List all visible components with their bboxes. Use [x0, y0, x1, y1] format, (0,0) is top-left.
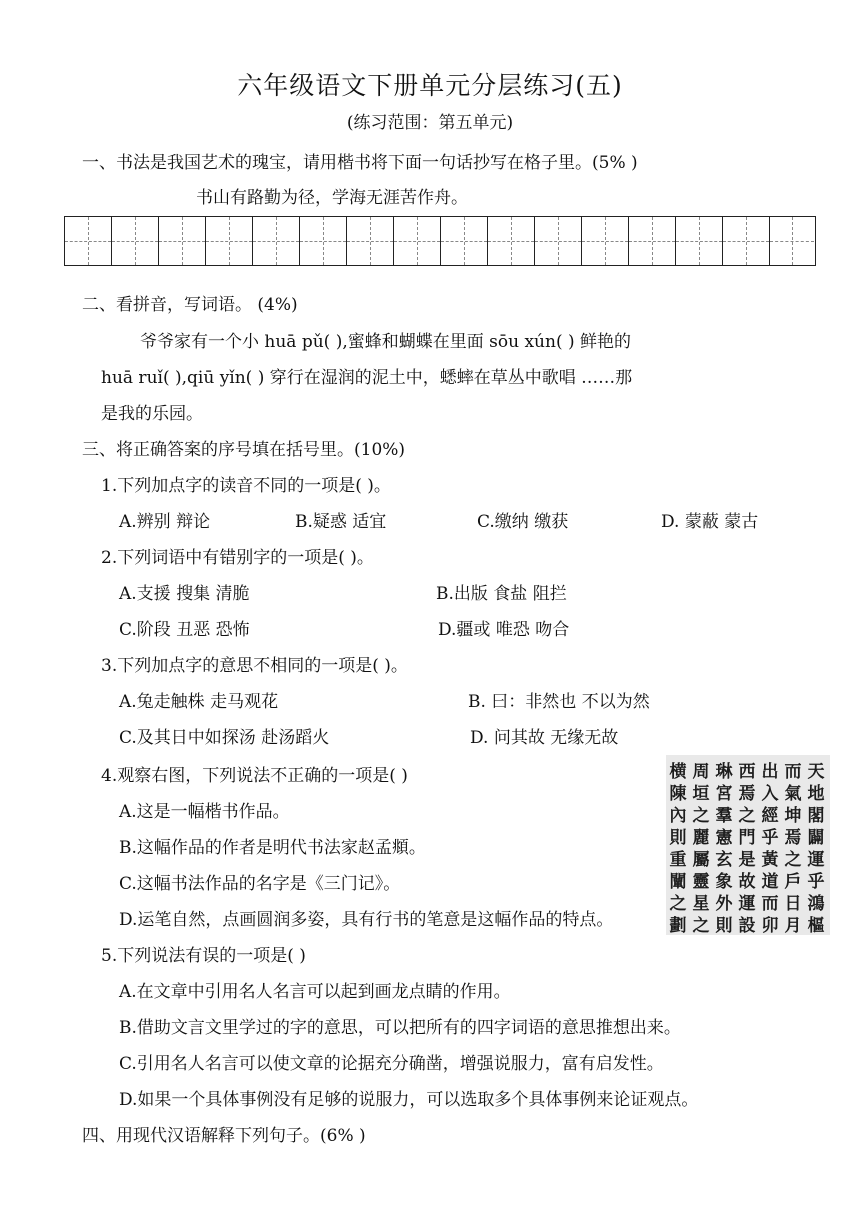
q3-item2-option-b: B.出版 食盐 阻拦 [436, 584, 567, 604]
q3-item4-stem: 4.观察右图，下列说法不正确的一项是( ) [101, 766, 408, 786]
q3-item1-option-c: C.缴纳 缴获 [477, 512, 569, 532]
page-subtitle: (练习范围：第五单元) [346, 113, 514, 133]
grid-cell[interactable] [206, 217, 253, 265]
grid-cell[interactable] [582, 217, 629, 265]
q3-item3-option-a: A.兔走触株 走马观花 [119, 692, 279, 712]
grid-cell[interactable] [253, 217, 300, 265]
q3-item2-stem: 2.下列词语中有错别字的一项是( )。 [101, 548, 374, 568]
page-title: 六年级语文下册单元分层练习(五) [237, 71, 623, 100]
q3-item3-option-c: C.及其日中如探汤 赴汤蹈火 [119, 728, 330, 748]
q3-item1-stem: 1.下列加点字的读音不同的一项是( )。 [101, 476, 391, 496]
grid-cell[interactable] [347, 217, 394, 265]
q2-heading: 二、看拼音，写词语。 (4%) [82, 295, 298, 315]
q1-heading: 一、书法是我国艺术的瑰宝，请用楷书将下面一句话抄写在格子里。(5% ) [82, 153, 638, 173]
q2-line2: huā ruǐ( ),qiū yǐn( ) 穿行在湿润的泥土中，蟋蟀在草丛中歌唱 ……那 [101, 368, 633, 388]
grid-cell[interactable] [535, 217, 582, 265]
grid-cell[interactable] [488, 217, 535, 265]
grid-cell[interactable] [629, 217, 676, 265]
q3-item4-option-d: D.运笔自然，点画圆润多姿，具有行书的笔意是这幅作品的特点。 [119, 910, 614, 930]
q1-sentence: 书山有路勤为径，学海无涯苦作舟。 [196, 188, 468, 208]
q3-item4-option-a: A.这是一幅楷书作品。 [119, 802, 290, 822]
q3-item3-stem: 3.下列加点字的意思不相同的一项是( )。 [101, 656, 408, 676]
q3-item2-option-a: A.支援 搜集 清脆 [119, 584, 250, 604]
q3-item5-option-d: D.如果一个具体事例没有足够的说服力，可以选取多个具体事例来论证观点。 [119, 1090, 699, 1110]
q3-item5-stem: 5.下列说法有误的一项是( ) [101, 946, 306, 966]
q2-line1: 爷爷家有一个小 huā pǔ( ),蜜蜂和蝴蝶在里面 sōu xún( ) 鲜艳的 [140, 332, 632, 352]
q3-item2-option-d: D.疆或 唯恐 吻合 [438, 620, 570, 640]
q3-item1-option-a: A.辨别 辩论 [119, 512, 211, 532]
q4-heading: 四、用现代汉语解释下列句子。(6% ) [82, 1126, 366, 1146]
q3-item5-option-c: C.引用名人名言可以使文章的论据充分确凿，增强说服力，富有启发性。 [119, 1054, 664, 1074]
grid-cell[interactable] [770, 217, 814, 265]
calligraphy-column: 西焉之門是故運設 [738, 762, 756, 936]
calligraphy-column: 而氣坤焉之戶日月 [784, 762, 802, 936]
q3-item4-option-c: C.这幅书法作品的名字是《三门记》。 [119, 874, 401, 894]
writing-grid[interactable] [64, 216, 816, 266]
q2-line3: 是我的乐园。 [101, 404, 203, 424]
grid-cell[interactable] [676, 217, 723, 265]
calligraphy-column: 琳宮羣憲玄象外則 [715, 762, 733, 936]
q3-heading: 三、将正确答案的序号填在括号里。(10%) [82, 440, 406, 460]
calligraphy-image [666, 755, 830, 935]
calligraphy-column: 出入經乎黃道而卯 [761, 762, 779, 936]
q3-item1-option-b: B.疑惑 适宜 [295, 512, 387, 532]
q3-item5-option-b: B.借助文言文里学过的字的意思，可以把所有的四字词语的意思推想出来。 [119, 1018, 681, 1038]
q3-item3-option-d: D. 问其故 无缘无故 [470, 728, 619, 748]
calligraphy-column: 横陳內則重闡之劃 [669, 762, 687, 936]
grid-cell[interactable] [300, 217, 347, 265]
q3-item2-option-c: C.阶段 丑恶 恐怖 [119, 620, 250, 640]
grid-cell[interactable] [394, 217, 441, 265]
q3-item1-option-d: D. 蒙蔽 蒙古 [661, 512, 759, 532]
grid-cell[interactable] [65, 217, 112, 265]
grid-cell[interactable] [159, 217, 206, 265]
calligraphy-column: 天地閣闢運乎鴻樞 [807, 762, 825, 936]
q3-item4-option-b: B.这幅作品的作者是明代书法家赵孟頫。 [119, 838, 426, 858]
grid-cell[interactable] [723, 217, 770, 265]
grid-cell[interactable] [112, 217, 159, 265]
q3-item3-option-b: B. 曰：非然也 不以为然 [468, 692, 650, 712]
grid-cell[interactable] [441, 217, 488, 265]
calligraphy-column: 周垣之麗屬靈星之 [692, 762, 710, 936]
q3-item5-option-a: A.在文章中引用名人名言可以起到画龙点睛的作用。 [119, 982, 511, 1002]
